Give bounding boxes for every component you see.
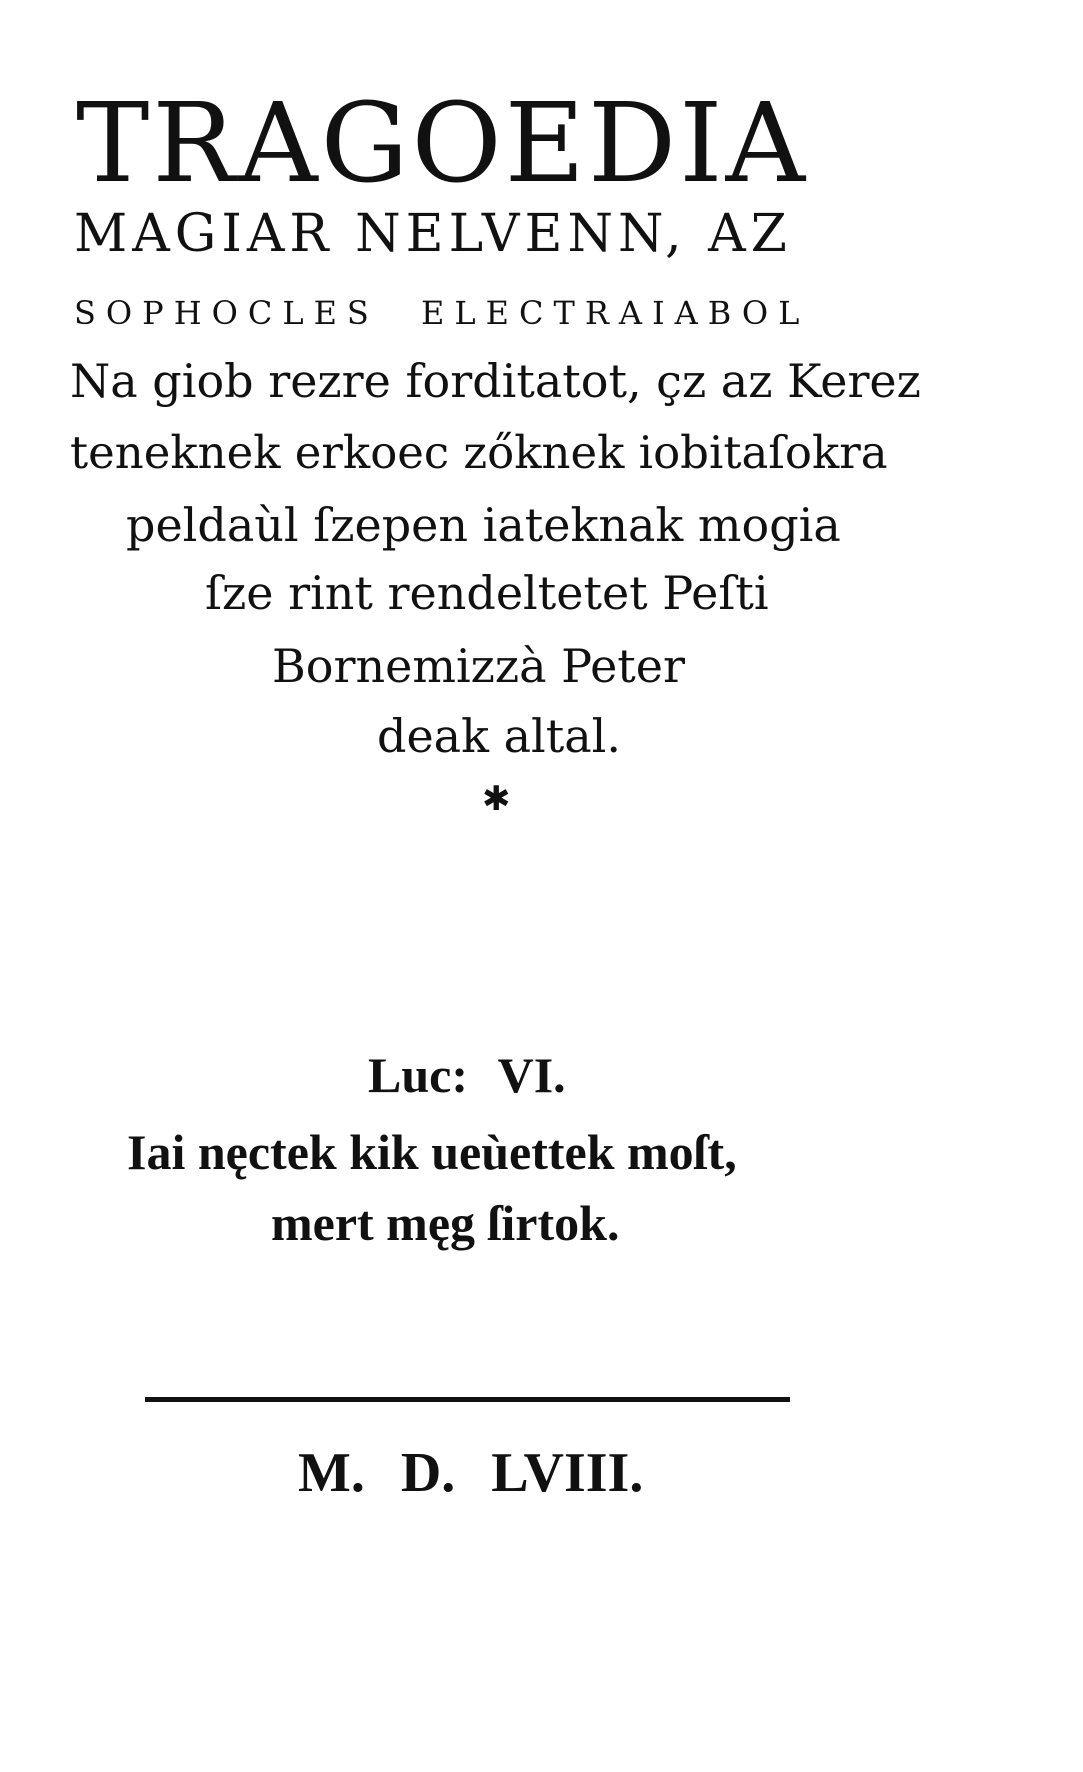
- subtitle-line-1: MAGIAR NELVENN, AZ: [74, 204, 792, 264]
- asterisk-ornament-icon: ✱: [482, 779, 511, 819]
- verse-line-1: Iai nęctek kik ueùettek moſt,: [127, 1124, 737, 1180]
- body-line-6: deak altal.: [377, 709, 621, 763]
- body-line-4: ſze rint rendeltetet Peſti: [205, 566, 769, 620]
- body-line-3: peldaùl ſzepen iateknak mogia: [126, 498, 841, 552]
- horizontal-rule: [145, 1397, 790, 1402]
- publication-date: M. D. LVIII.: [298, 1442, 644, 1504]
- verse-line-2: mert męg ſirtok.: [271, 1195, 620, 1251]
- body-line-1: Na giob rezre forditatot, çz az Kerez: [70, 354, 921, 408]
- book-title: TRAGOEDIA: [76, 79, 809, 207]
- verse-reference: Luc: VI.: [368, 1047, 566, 1103]
- subtitle-line-2: SOPHOCLES ELECTRAIABOL: [74, 294, 810, 332]
- body-line-2: teneknek erkoec zőknek iobitaſokra: [70, 426, 888, 479]
- body-line-5: Bornemizzà Peter: [272, 639, 685, 693]
